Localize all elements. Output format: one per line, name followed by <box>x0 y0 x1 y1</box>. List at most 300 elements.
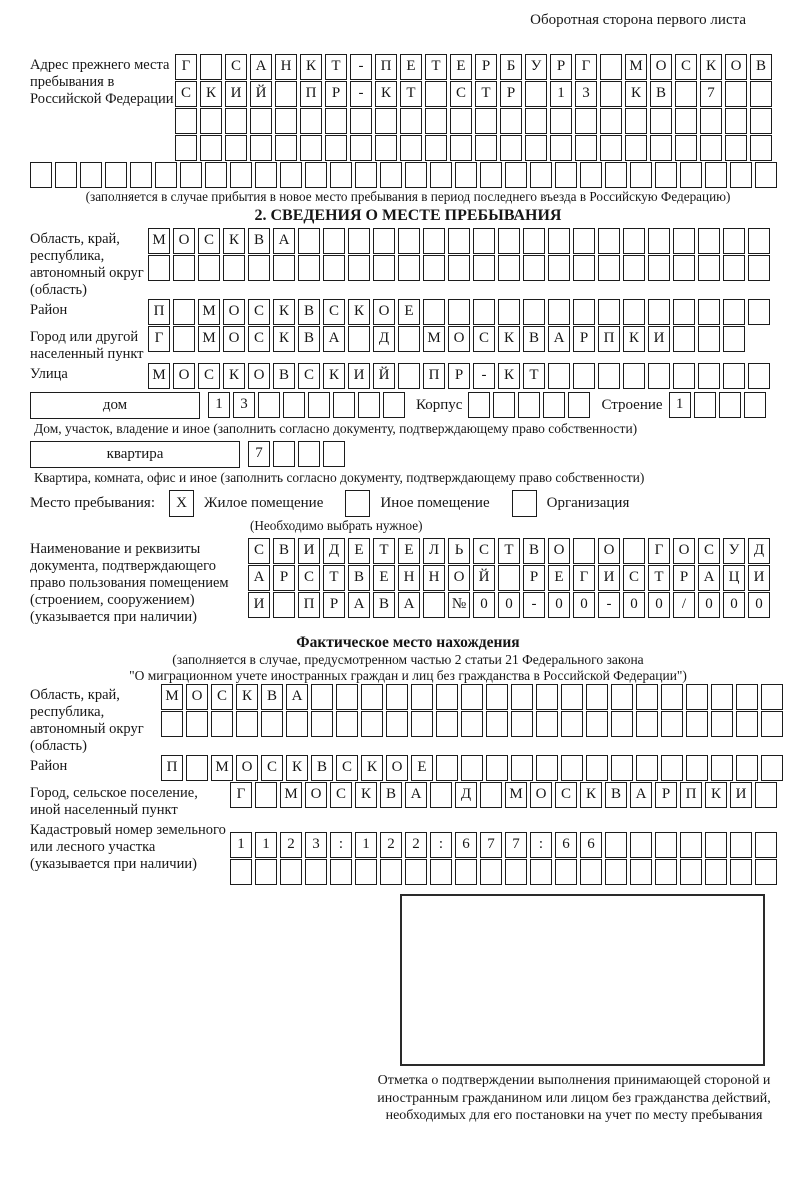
char-cell[interactable] <box>373 255 395 281</box>
char-cell[interactable] <box>205 162 227 188</box>
char-cell[interactable]: И <box>248 592 270 618</box>
char-cell[interactable] <box>505 859 527 885</box>
char-cell[interactable]: М <box>148 363 170 389</box>
char-cell[interactable] <box>575 135 597 161</box>
char-cell[interactable] <box>283 392 305 418</box>
char-cell[interactable] <box>573 538 595 564</box>
char-cell[interactable]: Т <box>373 538 395 564</box>
char-cell[interactable]: О <box>236 755 258 781</box>
char-cell[interactable] <box>480 859 502 885</box>
char-cell[interactable] <box>130 162 152 188</box>
char-cell[interactable] <box>350 108 372 134</box>
char-cell[interactable] <box>473 299 495 325</box>
char-cell[interactable] <box>650 135 672 161</box>
char-cell[interactable]: С <box>198 228 220 254</box>
char-cell[interactable] <box>705 832 727 858</box>
char-cell[interactable]: В <box>523 538 545 564</box>
char-cell[interactable] <box>675 108 697 134</box>
char-cell[interactable] <box>430 859 452 885</box>
char-cell[interactable]: М <box>505 782 527 808</box>
char-cell[interactable]: И <box>748 565 770 591</box>
char-cell[interactable] <box>375 108 397 134</box>
char-cell[interactable]: О <box>186 684 208 710</box>
char-cell[interactable]: В <box>298 299 320 325</box>
char-cell[interactable]: С <box>698 538 720 564</box>
char-cell[interactable]: А <box>698 565 720 591</box>
char-cell[interactable] <box>348 326 370 352</box>
char-cell[interactable]: П <box>148 299 170 325</box>
char-cell[interactable] <box>475 108 497 134</box>
char-cell[interactable] <box>625 135 647 161</box>
char-cell[interactable]: Р <box>655 782 677 808</box>
char-cell[interactable]: К <box>625 81 647 107</box>
char-cell[interactable]: С <box>323 299 345 325</box>
char-cell[interactable] <box>211 711 233 737</box>
char-cell[interactable] <box>200 135 222 161</box>
char-cell[interactable] <box>355 859 377 885</box>
char-cell[interactable]: С <box>450 81 472 107</box>
char-cell[interactable] <box>423 299 445 325</box>
char-cell[interactable] <box>255 859 277 885</box>
char-cell[interactable]: 2 <box>405 832 427 858</box>
char-cell[interactable] <box>280 859 302 885</box>
char-cell[interactable] <box>698 255 720 281</box>
char-cell[interactable] <box>736 684 758 710</box>
char-cell[interactable] <box>330 162 352 188</box>
char-cell[interactable] <box>348 228 370 254</box>
char-cell[interactable] <box>686 684 708 710</box>
char-cell[interactable] <box>698 228 720 254</box>
char-cell[interactable] <box>305 859 327 885</box>
char-cell[interactable] <box>630 162 652 188</box>
char-cell[interactable] <box>323 255 345 281</box>
char-cell[interactable] <box>548 363 570 389</box>
char-cell[interactable] <box>298 441 320 467</box>
char-cell[interactable] <box>311 684 333 710</box>
char-cell[interactable] <box>744 392 766 418</box>
char-cell[interactable] <box>725 108 747 134</box>
char-cell[interactable] <box>755 162 777 188</box>
char-cell[interactable] <box>600 54 622 80</box>
char-cell[interactable] <box>748 299 770 325</box>
char-cell[interactable] <box>580 859 602 885</box>
char-cell[interactable] <box>680 162 702 188</box>
char-cell[interactable]: М <box>625 54 647 80</box>
char-cell[interactable] <box>530 859 552 885</box>
char-cell[interactable] <box>755 859 777 885</box>
char-cell[interactable]: С <box>330 782 352 808</box>
char-cell[interactable] <box>525 81 547 107</box>
char-cell[interactable] <box>755 782 777 808</box>
char-cell[interactable]: 7 <box>248 441 270 467</box>
char-cell[interactable]: С <box>298 565 320 591</box>
char-cell[interactable]: И <box>730 782 752 808</box>
char-cell[interactable]: В <box>348 565 370 591</box>
char-cell[interactable]: С <box>473 538 495 564</box>
char-cell[interactable] <box>273 592 295 618</box>
char-cell[interactable] <box>105 162 127 188</box>
char-cell[interactable] <box>373 228 395 254</box>
char-cell[interactable]: 3 <box>575 81 597 107</box>
char-cell[interactable]: А <box>398 592 420 618</box>
char-cell[interactable]: А <box>248 565 270 591</box>
char-cell[interactable]: 3 <box>233 392 255 418</box>
char-cell[interactable]: 0 <box>548 592 570 618</box>
char-cell[interactable] <box>605 859 627 885</box>
char-cell[interactable]: - <box>523 592 545 618</box>
char-cell[interactable]: Р <box>448 363 470 389</box>
char-cell[interactable] <box>625 108 647 134</box>
char-cell[interactable]: К <box>498 326 520 352</box>
char-cell[interactable] <box>455 162 477 188</box>
char-cell[interactable] <box>523 228 545 254</box>
char-cell[interactable]: С <box>623 565 645 591</box>
char-cell[interactable] <box>673 299 695 325</box>
char-cell[interactable] <box>348 255 370 281</box>
char-cell[interactable] <box>725 135 747 161</box>
char-cell[interactable]: М <box>280 782 302 808</box>
char-cell[interactable] <box>250 108 272 134</box>
char-cell[interactable] <box>286 711 308 737</box>
char-cell[interactable] <box>298 228 320 254</box>
char-cell[interactable]: 0 <box>648 592 670 618</box>
char-cell[interactable] <box>748 228 770 254</box>
char-cell[interactable]: С <box>675 54 697 80</box>
char-cell[interactable] <box>486 711 508 737</box>
char-cell[interactable] <box>673 228 695 254</box>
char-cell[interactable] <box>648 299 670 325</box>
char-cell[interactable] <box>350 135 372 161</box>
char-cell[interactable] <box>586 755 608 781</box>
char-cell[interactable]: Г <box>575 54 597 80</box>
char-cell[interactable] <box>480 782 502 808</box>
char-cell[interactable]: Т <box>475 81 497 107</box>
char-cell[interactable]: Р <box>523 565 545 591</box>
char-cell[interactable] <box>525 108 547 134</box>
char-cell[interactable] <box>580 162 602 188</box>
char-cell[interactable]: 2 <box>380 832 402 858</box>
char-cell[interactable] <box>473 255 495 281</box>
char-cell[interactable] <box>555 859 577 885</box>
char-cell[interactable] <box>698 326 720 352</box>
char-cell[interactable] <box>698 299 720 325</box>
char-cell[interactable] <box>723 255 745 281</box>
char-cell[interactable] <box>673 255 695 281</box>
char-cell[interactable]: К <box>623 326 645 352</box>
char-cell[interactable]: Р <box>323 592 345 618</box>
char-cell[interactable]: В <box>261 684 283 710</box>
char-cell[interactable] <box>750 135 772 161</box>
char-cell[interactable] <box>308 392 330 418</box>
char-cell[interactable] <box>380 859 402 885</box>
char-cell[interactable] <box>400 135 422 161</box>
char-cell[interactable] <box>750 81 772 107</box>
char-cell[interactable]: К <box>498 363 520 389</box>
char-cell[interactable] <box>148 255 170 281</box>
char-cell[interactable] <box>575 108 597 134</box>
char-cell[interactable]: М <box>148 228 170 254</box>
char-cell[interactable] <box>423 255 445 281</box>
char-cell[interactable] <box>723 228 745 254</box>
char-cell[interactable]: К <box>223 363 245 389</box>
char-cell[interactable]: И <box>298 538 320 564</box>
char-cell[interactable] <box>548 228 570 254</box>
char-cell[interactable]: И <box>348 363 370 389</box>
char-cell[interactable]: : <box>430 832 452 858</box>
char-cell[interactable] <box>250 135 272 161</box>
char-cell[interactable] <box>648 255 670 281</box>
char-cell[interactable]: 0 <box>623 592 645 618</box>
char-cell[interactable]: Р <box>673 565 695 591</box>
char-cell[interactable] <box>455 859 477 885</box>
char-cell[interactable] <box>173 299 195 325</box>
char-cell[interactable] <box>273 255 295 281</box>
char-cell[interactable]: 1 <box>355 832 377 858</box>
char-cell[interactable] <box>680 832 702 858</box>
char-cell[interactable]: - <box>473 363 495 389</box>
char-cell[interactable] <box>586 684 608 710</box>
char-cell[interactable] <box>405 859 427 885</box>
char-cell[interactable] <box>448 299 470 325</box>
char-cell[interactable]: Т <box>648 565 670 591</box>
char-cell[interactable]: В <box>273 538 295 564</box>
char-cell[interactable] <box>623 363 645 389</box>
char-cell[interactable] <box>423 592 445 618</box>
char-cell[interactable] <box>536 684 558 710</box>
char-cell[interactable]: С <box>248 326 270 352</box>
char-cell[interactable] <box>461 755 483 781</box>
char-cell[interactable]: О <box>673 538 695 564</box>
char-cell[interactable] <box>411 684 433 710</box>
char-cell[interactable]: П <box>680 782 702 808</box>
char-cell[interactable] <box>486 755 508 781</box>
char-cell[interactable] <box>475 135 497 161</box>
char-cell[interactable] <box>225 108 247 134</box>
char-cell[interactable] <box>605 832 627 858</box>
char-cell[interactable]: 0 <box>498 592 520 618</box>
char-cell[interactable]: О <box>223 299 245 325</box>
char-cell[interactable]: С <box>198 363 220 389</box>
char-cell[interactable] <box>398 363 420 389</box>
char-cell[interactable]: Е <box>400 54 422 80</box>
char-cell[interactable] <box>573 228 595 254</box>
char-cell[interactable]: В <box>523 326 545 352</box>
char-cell[interactable]: Л <box>423 538 445 564</box>
char-cell[interactable] <box>358 392 380 418</box>
char-cell[interactable]: Ь <box>448 538 470 564</box>
char-cell[interactable]: Н <box>423 565 445 591</box>
char-cell[interactable]: С <box>175 81 197 107</box>
char-cell[interactable] <box>730 832 752 858</box>
char-cell[interactable] <box>398 228 420 254</box>
char-cell[interactable]: - <box>598 592 620 618</box>
char-cell[interactable] <box>430 782 452 808</box>
char-cell[interactable]: О <box>448 565 470 591</box>
char-cell[interactable] <box>498 228 520 254</box>
char-cell[interactable]: Е <box>411 755 433 781</box>
char-cell[interactable]: 0 <box>748 592 770 618</box>
char-cell[interactable] <box>523 255 545 281</box>
char-cell[interactable] <box>705 162 727 188</box>
char-cell[interactable] <box>686 755 708 781</box>
char-cell[interactable]: В <box>750 54 772 80</box>
char-cell[interactable] <box>573 255 595 281</box>
char-cell[interactable] <box>425 108 447 134</box>
char-cell[interactable] <box>493 392 515 418</box>
char-cell[interactable] <box>711 684 733 710</box>
char-cell[interactable] <box>436 755 458 781</box>
char-cell[interactable] <box>448 228 470 254</box>
char-cell[interactable]: О <box>248 363 270 389</box>
char-cell[interactable]: 1 <box>230 832 252 858</box>
char-cell[interactable]: С <box>336 755 358 781</box>
char-cell[interactable] <box>661 684 683 710</box>
char-cell[interactable] <box>623 255 645 281</box>
char-cell[interactable] <box>598 228 620 254</box>
char-cell[interactable] <box>175 108 197 134</box>
char-cell[interactable]: В <box>273 363 295 389</box>
char-cell[interactable] <box>675 135 697 161</box>
char-cell[interactable]: К <box>361 755 383 781</box>
char-cell[interactable] <box>248 255 270 281</box>
char-cell[interactable] <box>748 363 770 389</box>
char-cell[interactable] <box>650 108 672 134</box>
char-cell[interactable]: С <box>473 326 495 352</box>
char-cell[interactable] <box>525 135 547 161</box>
char-cell[interactable]: М <box>423 326 445 352</box>
char-cell[interactable] <box>500 135 522 161</box>
char-cell[interactable]: К <box>200 81 222 107</box>
char-cell[interactable]: В <box>373 592 395 618</box>
char-cell[interactable] <box>548 299 570 325</box>
char-cell[interactable] <box>611 711 633 737</box>
char-cell[interactable] <box>736 711 758 737</box>
char-cell[interactable]: 3 <box>305 832 327 858</box>
char-cell[interactable] <box>736 755 758 781</box>
char-cell[interactable] <box>655 832 677 858</box>
char-cell[interactable] <box>448 255 470 281</box>
char-cell[interactable]: С <box>211 684 233 710</box>
char-cell[interactable]: К <box>580 782 602 808</box>
char-cell[interactable]: 0 <box>698 592 720 618</box>
char-cell[interactable] <box>568 392 590 418</box>
char-cell[interactable]: С <box>261 755 283 781</box>
char-cell[interactable]: Т <box>325 54 347 80</box>
checkbox-other-premises[interactable] <box>345 490 370 517</box>
char-cell[interactable] <box>223 255 245 281</box>
char-cell[interactable]: А <box>348 592 370 618</box>
char-cell[interactable]: В <box>311 755 333 781</box>
char-cell[interactable] <box>405 162 427 188</box>
char-cell[interactable]: К <box>236 684 258 710</box>
char-cell[interactable]: А <box>323 326 345 352</box>
char-cell[interactable] <box>723 326 745 352</box>
char-cell[interactable]: 7 <box>505 832 527 858</box>
char-cell[interactable]: Г <box>573 565 595 591</box>
char-cell[interactable] <box>173 255 195 281</box>
char-cell[interactable] <box>436 711 458 737</box>
char-cell[interactable]: Е <box>450 54 472 80</box>
char-cell[interactable] <box>336 711 358 737</box>
char-cell[interactable]: П <box>423 363 445 389</box>
char-cell[interactable] <box>655 859 677 885</box>
char-cell[interactable] <box>723 299 745 325</box>
char-cell[interactable]: А <box>630 782 652 808</box>
char-cell[interactable] <box>561 684 583 710</box>
char-cell[interactable]: П <box>598 326 620 352</box>
char-cell[interactable]: А <box>405 782 427 808</box>
char-cell[interactable]: П <box>298 592 320 618</box>
char-cell[interactable] <box>498 565 520 591</box>
char-cell[interactable]: Г <box>175 54 197 80</box>
char-cell[interactable] <box>273 441 295 467</box>
char-cell[interactable] <box>661 711 683 737</box>
char-cell[interactable]: Т <box>523 363 545 389</box>
char-cell[interactable]: : <box>530 832 552 858</box>
char-cell[interactable] <box>330 859 352 885</box>
char-cell[interactable]: Й <box>373 363 395 389</box>
char-cell[interactable]: К <box>223 228 245 254</box>
char-cell[interactable]: Д <box>748 538 770 564</box>
char-cell[interactable]: О <box>725 54 747 80</box>
char-cell[interactable] <box>468 392 490 418</box>
char-cell[interactable]: - <box>350 54 372 80</box>
char-cell[interactable]: 2 <box>280 832 302 858</box>
char-cell[interactable]: А <box>548 326 570 352</box>
char-cell[interactable]: У <box>723 538 745 564</box>
char-cell[interactable] <box>225 135 247 161</box>
char-cell[interactable] <box>536 711 558 737</box>
char-cell[interactable] <box>761 755 783 781</box>
char-cell[interactable]: : <box>330 832 352 858</box>
char-cell[interactable]: О <box>598 538 620 564</box>
char-cell[interactable] <box>705 859 727 885</box>
char-cell[interactable] <box>761 711 783 737</box>
char-cell[interactable] <box>505 162 527 188</box>
char-cell[interactable] <box>155 162 177 188</box>
char-cell[interactable] <box>383 392 405 418</box>
char-cell[interactable]: К <box>700 54 722 80</box>
char-cell[interactable]: О <box>650 54 672 80</box>
char-cell[interactable]: П <box>161 755 183 781</box>
char-cell[interactable]: Т <box>425 54 447 80</box>
char-cell[interactable] <box>473 228 495 254</box>
char-cell[interactable]: С <box>248 538 270 564</box>
char-cell[interactable]: Е <box>348 538 370 564</box>
char-cell[interactable] <box>611 755 633 781</box>
char-cell[interactable]: О <box>386 755 408 781</box>
char-cell[interactable]: А <box>286 684 308 710</box>
char-cell[interactable] <box>561 755 583 781</box>
char-cell[interactable]: С <box>225 54 247 80</box>
char-cell[interactable]: О <box>223 326 245 352</box>
char-cell[interactable] <box>719 392 741 418</box>
char-cell[interactable] <box>748 255 770 281</box>
char-cell[interactable] <box>425 135 447 161</box>
char-cell[interactable] <box>298 255 320 281</box>
char-cell[interactable] <box>461 684 483 710</box>
char-cell[interactable] <box>550 135 572 161</box>
char-cell[interactable] <box>600 81 622 107</box>
char-cell[interactable] <box>611 684 633 710</box>
char-cell[interactable] <box>200 54 222 80</box>
char-cell[interactable] <box>750 108 772 134</box>
char-cell[interactable]: А <box>250 54 272 80</box>
char-cell[interactable]: В <box>380 782 402 808</box>
char-cell[interactable]: К <box>300 54 322 80</box>
char-cell[interactable]: О <box>305 782 327 808</box>
char-cell[interactable]: С <box>555 782 577 808</box>
